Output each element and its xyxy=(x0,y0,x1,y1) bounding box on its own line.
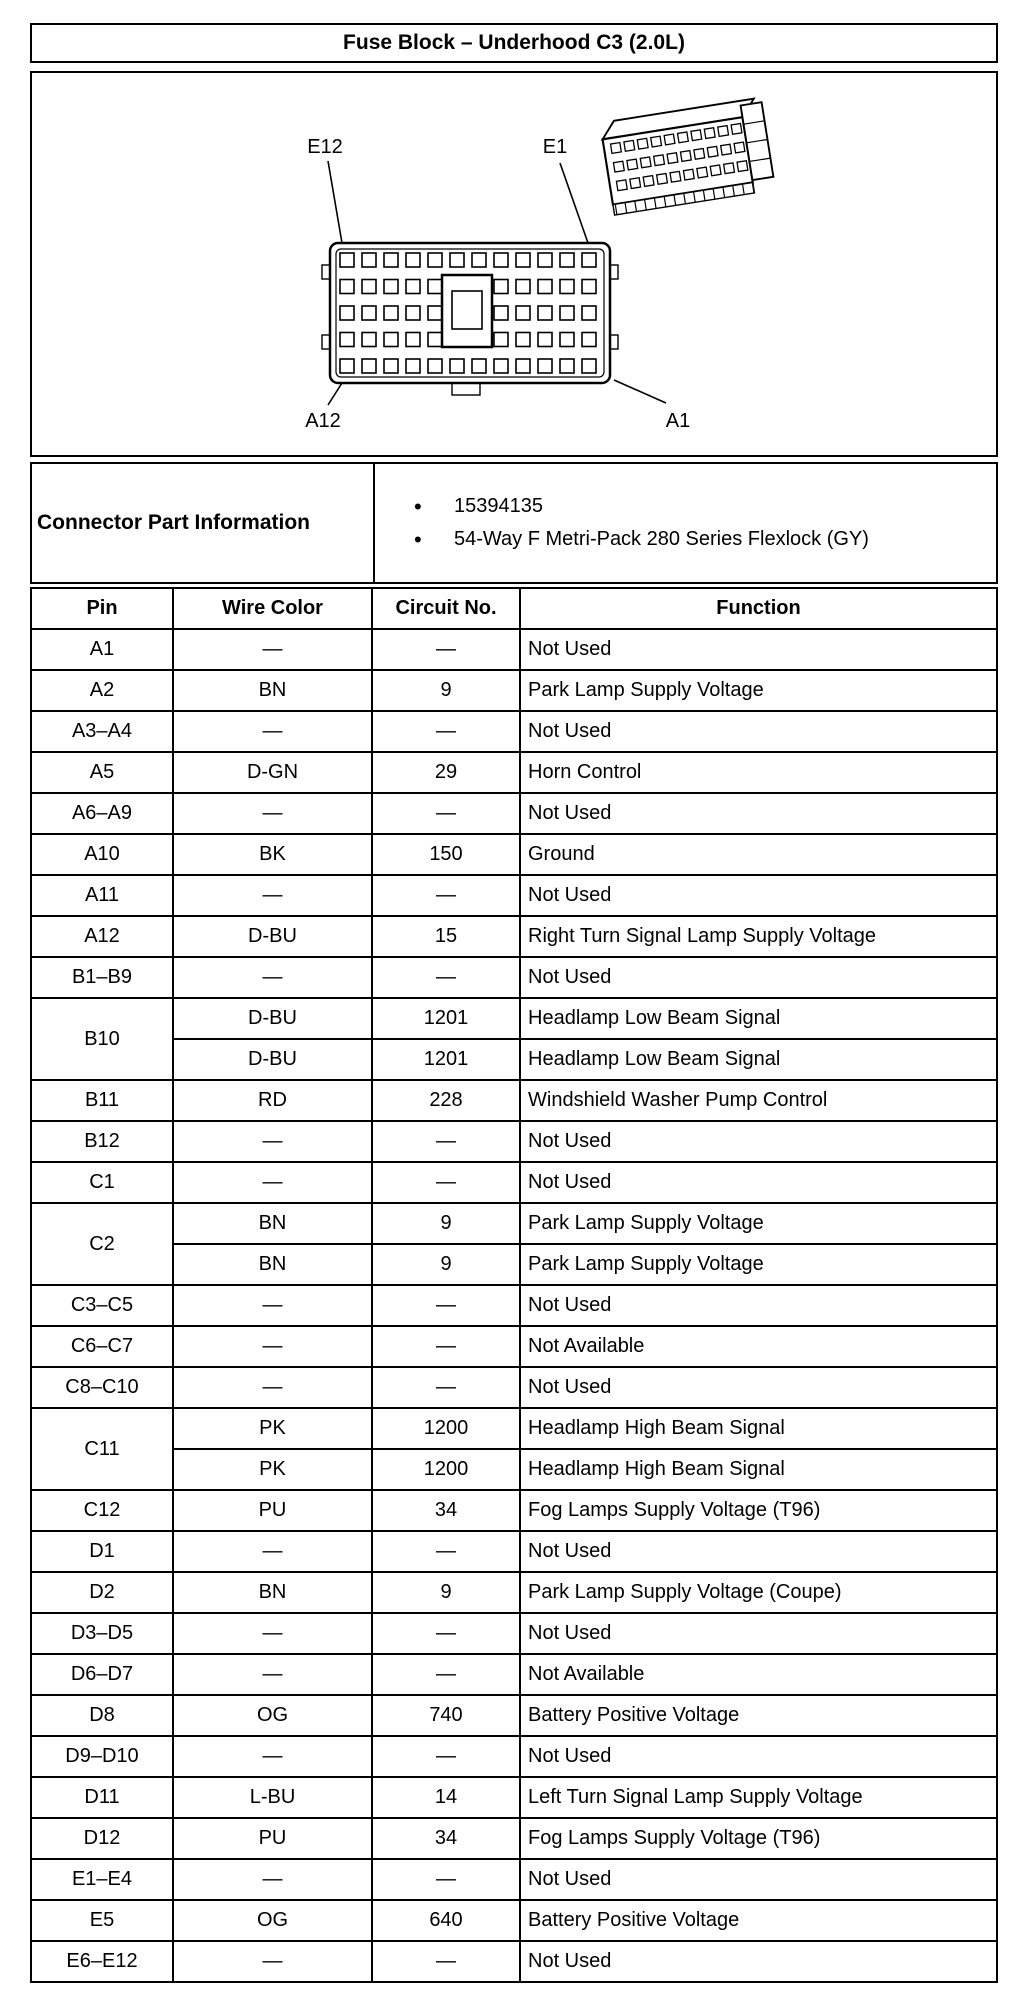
pin-hole xyxy=(406,306,420,320)
table-row xyxy=(31,1039,997,1080)
pin-hole xyxy=(538,333,552,347)
table-row xyxy=(31,1490,997,1531)
wire-color-cell: D-BU xyxy=(173,998,372,1039)
table-row xyxy=(31,875,997,916)
page-title: Fuse Block – Underhood C3 (2.0L) xyxy=(30,23,998,63)
pin-cell: E6–E12 xyxy=(31,1941,173,1982)
wire-color-cell: — xyxy=(173,1531,372,1572)
function-cell: Left Turn Signal Lamp Supply Voltage xyxy=(520,1777,997,1818)
pin-hole xyxy=(538,306,552,320)
wire-color-cell: L-BU xyxy=(173,1777,372,1818)
iso-pin-hole xyxy=(710,165,721,176)
circuit-cell: 1200 xyxy=(372,1449,520,1490)
wire-color-cell: D-BU xyxy=(173,1039,372,1080)
pin-hole xyxy=(450,359,464,373)
function-cell: Horn Control xyxy=(520,752,997,793)
function-cell: Not Used xyxy=(520,1162,997,1203)
circuit-cell: — xyxy=(372,1531,520,1572)
iso-pin-hole xyxy=(670,171,681,182)
circuit-cell: — xyxy=(372,711,520,752)
circuit-cell: 1201 xyxy=(372,1039,520,1080)
pin-hole xyxy=(340,359,354,373)
pin-cell: A1 xyxy=(31,629,173,670)
connector-diagram xyxy=(30,71,998,457)
function-cell: Not Used xyxy=(520,1367,997,1408)
pin-hole xyxy=(516,253,530,267)
wire-color-cell: PU xyxy=(173,1490,372,1531)
circuit-cell: 228 xyxy=(372,1080,520,1121)
table-row xyxy=(31,1900,997,1941)
header-wire-color: Wire Color xyxy=(173,588,372,629)
part-info-list xyxy=(376,490,995,556)
table-row xyxy=(31,1449,997,1490)
wire-color-cell: — xyxy=(173,629,372,670)
function-cell: Park Lamp Supply Voltage xyxy=(520,1244,997,1285)
iso-pin-hole xyxy=(630,178,641,189)
table-row xyxy=(31,1695,997,1736)
function-cell: Not Used xyxy=(520,793,997,834)
table-row xyxy=(31,998,997,1039)
header-function: Function xyxy=(520,588,997,629)
circuit-cell: — xyxy=(372,1326,520,1367)
pin-hole xyxy=(428,359,442,373)
pin-cell: C6–C7 xyxy=(31,1326,173,1367)
function-cell: Not Used xyxy=(520,1736,997,1777)
function-cell: Park Lamp Supply Voltage (Coupe) xyxy=(520,1572,997,1613)
wire-color-cell: — xyxy=(173,1613,372,1654)
pin-hole xyxy=(560,359,574,373)
pin-cell: D11 xyxy=(31,1777,173,1818)
pin-cell: A10 xyxy=(31,834,173,875)
iso-pin-hole xyxy=(678,132,689,143)
table-row xyxy=(31,957,997,998)
iso-pin-hole xyxy=(680,151,691,162)
function-cell: Fog Lamps Supply Voltage (T96) xyxy=(520,1818,997,1859)
iso-pin-hole xyxy=(654,155,665,166)
pin-hole xyxy=(406,359,420,373)
leader-line-e1 xyxy=(560,163,588,243)
table-row xyxy=(31,1736,997,1777)
circuit-cell: 9 xyxy=(372,670,520,711)
function-cell: Not Used xyxy=(520,629,997,670)
wire-color-cell: BK xyxy=(173,834,372,875)
pin-hole xyxy=(384,306,398,320)
pin-hole xyxy=(538,253,552,267)
table-row xyxy=(31,916,997,957)
wire-color-cell: — xyxy=(173,1654,372,1695)
pin-hole xyxy=(384,280,398,294)
circuit-cell: 34 xyxy=(372,1490,520,1531)
center-keyway-inner xyxy=(452,291,482,329)
table-row xyxy=(31,1613,997,1654)
table-row xyxy=(31,1203,997,1244)
pin-hole xyxy=(516,280,530,294)
wire-color-cell: OG xyxy=(173,1900,372,1941)
pin-cell: C11 xyxy=(31,1408,173,1490)
table-row xyxy=(31,1859,997,1900)
circuit-cell: 9 xyxy=(372,1572,520,1613)
table-row xyxy=(31,1367,997,1408)
pin-cell: B1–B9 xyxy=(31,957,173,998)
pin-cell: D2 xyxy=(31,1572,173,1613)
circuit-cell: — xyxy=(372,1941,520,1982)
wire-color-cell: OG xyxy=(173,1695,372,1736)
wire-color-cell: BN xyxy=(173,1244,372,1285)
pin-cell: B10 xyxy=(31,998,173,1080)
function-cell: Battery Positive Voltage xyxy=(520,1695,997,1736)
circuit-cell: — xyxy=(372,875,520,916)
circuit-cell: 740 xyxy=(372,1695,520,1736)
function-cell: Not Available xyxy=(520,1326,997,1367)
table-row xyxy=(31,1285,997,1326)
wire-color-cell: — xyxy=(173,1736,372,1777)
pin-hole xyxy=(384,359,398,373)
wire-color-cell: — xyxy=(173,957,372,998)
wire-color-cell: — xyxy=(173,1285,372,1326)
pin-cell: A5 xyxy=(31,752,173,793)
iso-pin-hole xyxy=(611,143,622,154)
circuit-cell: — xyxy=(372,1736,520,1777)
circuit-cell: 15 xyxy=(372,916,520,957)
iso-pin-hole xyxy=(664,134,675,145)
wire-color-cell: BN xyxy=(173,1572,372,1613)
pin-hole xyxy=(472,359,486,373)
table-row xyxy=(31,1326,997,1367)
pin-hole xyxy=(516,333,530,347)
wire-color-cell: BN xyxy=(173,670,372,711)
pin-cell: C1 xyxy=(31,1162,173,1203)
wire-color-cell: PU xyxy=(173,1818,372,1859)
pin-cell: C12 xyxy=(31,1490,173,1531)
part-description: • 54-Way F Metri-Pack 280 Series Flexlock (GY) xyxy=(454,523,995,556)
pin-hole xyxy=(428,306,442,320)
pin-table-header-row xyxy=(31,588,997,629)
pin-cell: A12 xyxy=(31,916,173,957)
table-row xyxy=(31,834,997,875)
wire-color-cell: — xyxy=(173,1326,372,1367)
iso-pin-hole xyxy=(613,161,624,172)
diagram-label-e1: E1 xyxy=(542,136,568,158)
pin-hole xyxy=(340,253,354,267)
function-cell: Not Used xyxy=(520,711,997,752)
pin-hole xyxy=(406,280,420,294)
pin-hole xyxy=(362,253,376,267)
pin-hole xyxy=(428,253,442,267)
function-cell: Not Used xyxy=(520,1285,997,1326)
wire-color-cell: — xyxy=(173,1367,372,1408)
wire-color-cell: — xyxy=(173,1162,372,1203)
pin-hole xyxy=(560,306,574,320)
table-row xyxy=(31,1244,997,1285)
wire-color-cell: PK xyxy=(173,1449,372,1490)
iso-pin-hole xyxy=(737,161,748,172)
pin-cell: D12 xyxy=(31,1818,173,1859)
pin-hole xyxy=(494,333,508,347)
pin-cell: D6–D7 xyxy=(31,1654,173,1695)
wire-color-cell: — xyxy=(173,1859,372,1900)
connector-diagram-svg xyxy=(32,73,996,455)
pin-hole xyxy=(340,306,354,320)
wire-color-cell: — xyxy=(173,1941,372,1982)
iso-pin-hole xyxy=(683,169,694,180)
pin-cell: C2 xyxy=(31,1203,173,1285)
pin-hole xyxy=(428,280,442,294)
wire-color-cell: — xyxy=(173,793,372,834)
pin-hole xyxy=(340,280,354,294)
wire-color-cell: D-GN xyxy=(173,752,372,793)
function-cell: Park Lamp Supply Voltage xyxy=(520,1203,997,1244)
diagram-label-a12: A12 xyxy=(305,410,341,432)
table-row xyxy=(31,1080,997,1121)
pin-hole xyxy=(428,333,442,347)
table-row xyxy=(31,1777,997,1818)
function-cell: Not Available xyxy=(520,1654,997,1695)
diagram-label-e12: E12 xyxy=(307,136,343,158)
pin-table xyxy=(30,587,998,1983)
circuit-cell: 1200 xyxy=(372,1408,520,1449)
iso-pin-hole xyxy=(657,173,668,184)
wire-color-cell: — xyxy=(173,711,372,752)
leader-line-a12 xyxy=(328,383,342,405)
pin-hole xyxy=(538,359,552,373)
circuit-cell: 29 xyxy=(372,752,520,793)
iso-pin-hole xyxy=(724,163,735,174)
table-row xyxy=(31,1121,997,1162)
iso-pin-hole xyxy=(734,142,745,153)
pin-cell: B11 xyxy=(31,1080,173,1121)
pin-hole xyxy=(516,359,530,373)
function-cell: Headlamp Low Beam Signal xyxy=(520,998,997,1039)
pin-cell: A2 xyxy=(31,670,173,711)
pin-hole xyxy=(494,306,508,320)
iso-pin-hole xyxy=(624,140,635,151)
pin-hole xyxy=(582,359,596,373)
pin-hole xyxy=(362,280,376,294)
circuit-cell: — xyxy=(372,793,520,834)
connector-face-view xyxy=(322,243,618,395)
leader-line-a1 xyxy=(614,380,666,403)
circuit-cell: 150 xyxy=(372,834,520,875)
iso-pin-hole xyxy=(627,159,638,170)
pin-hole xyxy=(494,359,508,373)
function-cell: Headlamp High Beam Signal xyxy=(520,1408,997,1449)
pin-hole xyxy=(494,280,508,294)
table-row xyxy=(31,1162,997,1203)
pin-cell: B12 xyxy=(31,1121,173,1162)
wire-color-cell: — xyxy=(173,1121,372,1162)
circuit-cell: — xyxy=(372,1613,520,1654)
iso-pin-hole xyxy=(707,146,718,157)
pin-cell: D1 xyxy=(31,1531,173,1572)
pin-hole xyxy=(472,253,486,267)
table-row xyxy=(31,1408,997,1449)
iso-pin-hole xyxy=(667,153,678,164)
circuit-cell: — xyxy=(372,1367,520,1408)
circuit-cell: — xyxy=(372,1285,520,1326)
wire-color-cell: D-BU xyxy=(173,916,372,957)
table-row xyxy=(31,1531,997,1572)
pin-hole xyxy=(560,280,574,294)
pin-hole xyxy=(494,253,508,267)
circuit-cell: 640 xyxy=(372,1900,520,1941)
wire-color-cell: RD xyxy=(173,1080,372,1121)
function-cell: Not Used xyxy=(520,1121,997,1162)
function-cell: Park Lamp Supply Voltage xyxy=(520,670,997,711)
function-cell: Fog Lamps Supply Voltage (T96) xyxy=(520,1490,997,1531)
part-info-row xyxy=(31,463,997,583)
function-cell: Headlamp Low Beam Signal xyxy=(520,1039,997,1080)
iso-pin-hole xyxy=(691,130,702,141)
table-row xyxy=(31,793,997,834)
iso-pin-hole xyxy=(718,126,729,137)
circuit-cell: — xyxy=(372,1859,520,1900)
pin-hole xyxy=(406,333,420,347)
circuit-cell: 14 xyxy=(372,1777,520,1818)
iso-pin-hole xyxy=(704,128,715,139)
table-row xyxy=(31,1572,997,1613)
header-circuit-no: Circuit No. xyxy=(372,588,520,629)
function-cell: Not Used xyxy=(520,1613,997,1654)
pin-hole xyxy=(450,253,464,267)
pin-hole xyxy=(582,333,596,347)
function-cell: Not Used xyxy=(520,1531,997,1572)
pin-hole xyxy=(406,253,420,267)
function-cell: Not Used xyxy=(520,957,997,998)
pin-cell: A6–A9 xyxy=(31,793,173,834)
diagram-label-a1: A1 xyxy=(665,410,691,432)
function-cell: Not Used xyxy=(520,1941,997,1982)
pin-cell: A3–A4 xyxy=(31,711,173,752)
wire-color-cell: — xyxy=(173,875,372,916)
pin-hole xyxy=(560,253,574,267)
table-row xyxy=(31,1941,997,1982)
part-info-label: Connector Part Information xyxy=(31,463,374,583)
pin-table-body xyxy=(31,629,997,1982)
bottom-tab xyxy=(452,383,480,395)
part-number: • 15394135 xyxy=(454,490,995,523)
pin-hole xyxy=(582,280,596,294)
function-cell: Ground xyxy=(520,834,997,875)
pin-hole xyxy=(362,359,376,373)
pin-cell: D3–D5 xyxy=(31,1613,173,1654)
function-cell: Windshield Washer Pump Control xyxy=(520,1080,997,1121)
pin-hole xyxy=(362,306,376,320)
circuit-cell: — xyxy=(372,957,520,998)
wire-color-cell: PK xyxy=(173,1408,372,1449)
pin-cell: C3–C5 xyxy=(31,1285,173,1326)
iso-pin-hole xyxy=(731,123,742,134)
table-row xyxy=(31,752,997,793)
table-row xyxy=(31,629,997,670)
function-cell: Battery Positive Voltage xyxy=(520,1900,997,1941)
function-cell: Not Used xyxy=(520,875,997,916)
table-row xyxy=(31,670,997,711)
iso-pin-hole xyxy=(640,157,651,168)
pin-cell: D9–D10 xyxy=(31,1736,173,1777)
pin-cell: D8 xyxy=(31,1695,173,1736)
connector-part-info xyxy=(30,462,998,584)
pin-hole xyxy=(340,333,354,347)
pin-cell: A11 xyxy=(31,875,173,916)
circuit-cell: — xyxy=(372,629,520,670)
function-cell: Right Turn Signal Lamp Supply Voltage xyxy=(520,916,997,957)
function-cell: Not Used xyxy=(520,1859,997,1900)
pin-cell: C8–C10 xyxy=(31,1367,173,1408)
circuit-cell: 34 xyxy=(372,1818,520,1859)
table-row xyxy=(31,1654,997,1695)
iso-pin-hole xyxy=(637,138,648,149)
circuit-cell: — xyxy=(372,1654,520,1695)
circuit-cell: 9 xyxy=(372,1244,520,1285)
part-info-value xyxy=(374,463,997,583)
circuit-cell: 9 xyxy=(372,1203,520,1244)
header-pin: Pin xyxy=(31,588,173,629)
pin-cell: E5 xyxy=(31,1900,173,1941)
iso-pin-hole xyxy=(697,167,708,178)
pin-hole xyxy=(384,253,398,267)
pin-hole xyxy=(538,280,552,294)
pin-hole xyxy=(582,253,596,267)
circuit-cell: — xyxy=(372,1162,520,1203)
iso-pin-hole xyxy=(721,144,732,155)
pin-hole xyxy=(560,333,574,347)
pin-hole xyxy=(516,306,530,320)
circuit-cell: — xyxy=(372,1121,520,1162)
pin-hole xyxy=(582,306,596,320)
iso-pin-hole xyxy=(616,180,627,191)
function-cell: Headlamp High Beam Signal xyxy=(520,1449,997,1490)
pin-cell: E1–E4 xyxy=(31,1859,173,1900)
iso-pin-hole xyxy=(651,136,662,147)
wire-color-cell: BN xyxy=(173,1203,372,1244)
table-row xyxy=(31,711,997,752)
connector-3d-view xyxy=(600,98,775,216)
pin-hole xyxy=(384,333,398,347)
iso-pin-hole xyxy=(643,176,654,187)
iso-pin-hole xyxy=(694,148,705,159)
table-row xyxy=(31,1818,997,1859)
leader-line-e12 xyxy=(328,161,342,243)
circuit-cell: 1201 xyxy=(372,998,520,1039)
pin-hole xyxy=(362,333,376,347)
